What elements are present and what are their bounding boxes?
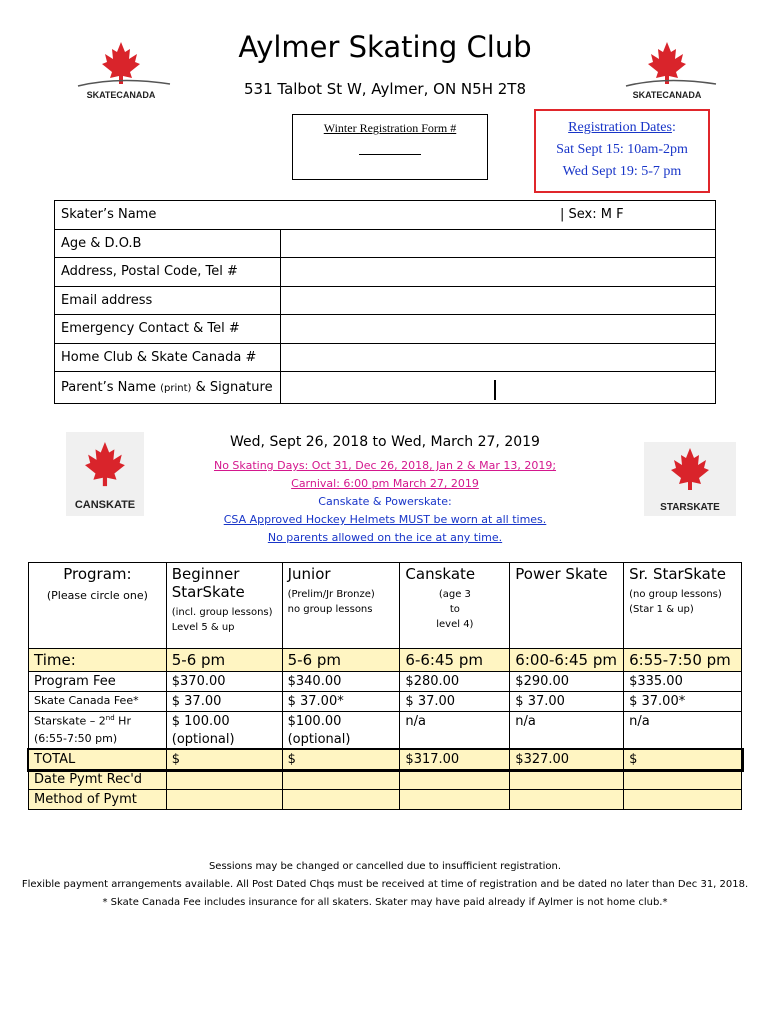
footer-line: * Skate Canada Fee includes insurance for all skaters. Skater may have paid already if Aylmer is not home club.* <box>102 897 668 908</box>
time-cell: 6:55-7:50 pm <box>624 649 742 672</box>
date-payment-cell[interactable] <box>400 770 510 790</box>
skate-canada-fee-label: Skate Canada Fee* <box>29 692 167 712</box>
email-field[interactable] <box>281 286 716 315</box>
parent-signature-field[interactable] <box>281 372 716 404</box>
table-row <box>55 201 716 230</box>
method-payment-cell[interactable] <box>624 790 742 810</box>
fee-cell: $340.00 <box>282 672 400 692</box>
table-row <box>55 258 716 287</box>
home-club-field[interactable] <box>281 343 716 372</box>
field-label: Address, Postal Code, Tel # <box>55 258 281 287</box>
date-payment-cell[interactable] <box>282 770 400 790</box>
table-row <box>29 770 742 790</box>
program-junior[interactable]: Junior (Prelim/Jr Bronze) no group lessons <box>282 563 400 649</box>
date-payment-cell[interactable] <box>166 770 282 790</box>
skater-name-field[interactable]: Skater’s Name | Sex: M F <box>55 201 716 230</box>
footer-notes <box>0 858 770 912</box>
total-label: TOTAL <box>29 750 167 770</box>
method-payment-cell[interactable] <box>400 790 510 810</box>
table-row <box>29 750 742 770</box>
starskate-fee-cell: $ 100.00 (optional) <box>166 712 282 750</box>
skater-info-table <box>54 200 716 404</box>
total-cell: $327.00 <box>510 750 624 770</box>
starskate-fee-cell: n/a <box>510 712 624 750</box>
logo-text: SKATECANADA <box>632 90 702 100</box>
field-label: Home Club & Skate Canada # <box>55 343 281 372</box>
fee-label: Program Fee <box>29 672 167 692</box>
sc-fee-cell: $ 37.00 <box>510 692 624 712</box>
method-payment-cell[interactable] <box>282 790 400 810</box>
table-row <box>55 372 716 404</box>
program-power-skate[interactable]: Power Skate <box>510 563 624 649</box>
registration-heading: Registration Dates: <box>568 120 676 135</box>
carnival-note: Carnival: 6:00 pm March 27, 2019 <box>291 477 479 490</box>
winter-registration-box <box>292 114 488 180</box>
table-row <box>55 286 716 315</box>
total-cell[interactable]: $ <box>166 750 282 770</box>
total-cell[interactable]: $ <box>282 750 400 770</box>
program-canskate[interactable]: Canskate (age 3 to level 4) <box>400 563 510 649</box>
method-payment-cell[interactable] <box>166 790 282 810</box>
date-payment-cell[interactable] <box>510 770 624 790</box>
date-payment-label: Date Pymt Rec'd <box>29 770 167 790</box>
footer-line: Flexible payment arrangements available. All Post Dated Chqs must be received at time of registration and be dated no later than Dec 31, 2018. <box>21 879 749 890</box>
program-beginner-starskate[interactable]: Beginner StarSkate (incl. group lessons) Level 5 & up <box>166 563 282 649</box>
field-label: Parent’s Name (print) & Signature <box>55 372 281 404</box>
program-label-cell: Program: (Please circle one) <box>29 563 167 649</box>
club-address: 531 Talbot St W, Aylmer, ON N5H 2T8 <box>243 80 526 98</box>
field-label: Email address <box>55 286 281 315</box>
time-cell: 5-6 pm <box>166 649 282 672</box>
starskate-fee-cell: $100.00 (optional) <box>282 712 400 750</box>
logo-text: SKATECANADA <box>86 90 156 100</box>
emergency-contact-field[interactable] <box>281 315 716 344</box>
table-row <box>29 563 742 649</box>
program-sr-starskate[interactable]: Sr. StarSkate (no group lessons) (Star 1 & up) <box>624 563 742 649</box>
starskate-fee-cell: n/a <box>624 712 742 750</box>
field-label: Emergency Contact & Tel # <box>55 315 281 344</box>
sex-selector[interactable]: | Sex: M F <box>560 207 624 222</box>
form-number-blank[interactable] <box>359 154 421 155</box>
age-dob-field[interactable] <box>281 229 716 258</box>
time-label: Time: <box>29 649 167 672</box>
registration-dates-box <box>534 109 710 193</box>
no-skating-days: No Skating Days: Oct 31, Dec 26, 2018, Jan 2 & Mar 13, 2019; <box>213 459 557 472</box>
field-label: Age & D.O.B <box>55 229 281 258</box>
method-payment-cell[interactable] <box>510 790 624 810</box>
programs-note: Canskate & Powerskate: <box>318 495 452 508</box>
sc-fee-cell: $ 37.00* <box>282 692 400 712</box>
fee-cell: $280.00 <box>400 672 510 692</box>
date-payment-cell[interactable] <box>624 770 742 790</box>
helmet-note: CSA Approved Hockey Helmets MUST be worn at all times. <box>223 513 547 526</box>
programs-table <box>28 562 742 810</box>
sc-fee-cell: $ 37.00 <box>400 692 510 712</box>
starskate-2nd-hr-label: Starskate – 2nd Hr (6:55-7:50 pm) <box>29 712 167 750</box>
season-dates: Wed, Sept 26, 2018 to Wed, March 27, 2019 <box>230 434 540 450</box>
parents-note: No parents allowed on the ice at any time. <box>267 531 503 544</box>
logo-text: CANSKATE <box>74 499 136 511</box>
time-cell: 5-6 pm <box>282 649 400 672</box>
table-row <box>29 712 742 750</box>
total-cell[interactable]: $ <box>624 750 742 770</box>
sc-fee-cell: $ 37.00* <box>624 692 742 712</box>
total-cell: $317.00 <box>400 750 510 770</box>
table-row <box>55 315 716 344</box>
table-row <box>29 692 742 712</box>
page-title: Aylmer Skating Club <box>238 30 532 64</box>
table-row <box>29 672 742 692</box>
time-cell: 6:00-6:45 pm <box>510 649 624 672</box>
fee-cell: $290.00 <box>510 672 624 692</box>
registration-date-1: Sat Sept 15: 10am-2pm <box>556 142 688 157</box>
fee-cell: $370.00 <box>166 672 282 692</box>
address-field[interactable] <box>281 258 716 287</box>
footer-line: Sessions may be changed or cancelled due to insufficient registration. <box>208 861 562 872</box>
logo-text: STARSKATE <box>660 502 720 513</box>
sc-fee-cell: $ 37.00 <box>166 692 282 712</box>
table-row <box>29 649 742 672</box>
fee-cell: $335.00 <box>624 672 742 692</box>
starskate-fee-cell: n/a <box>400 712 510 750</box>
table-row <box>55 229 716 258</box>
registration-date-2: Wed Sept 19: 5-7 pm <box>562 164 682 179</box>
table-row <box>29 790 742 810</box>
winter-form-label: Winter Registration Form # <box>323 121 457 135</box>
method-payment-label: Method of Pymt <box>29 790 167 810</box>
table-row <box>55 343 716 372</box>
text-cursor <box>494 380 496 400</box>
time-cell: 6-6:45 pm <box>400 649 510 672</box>
